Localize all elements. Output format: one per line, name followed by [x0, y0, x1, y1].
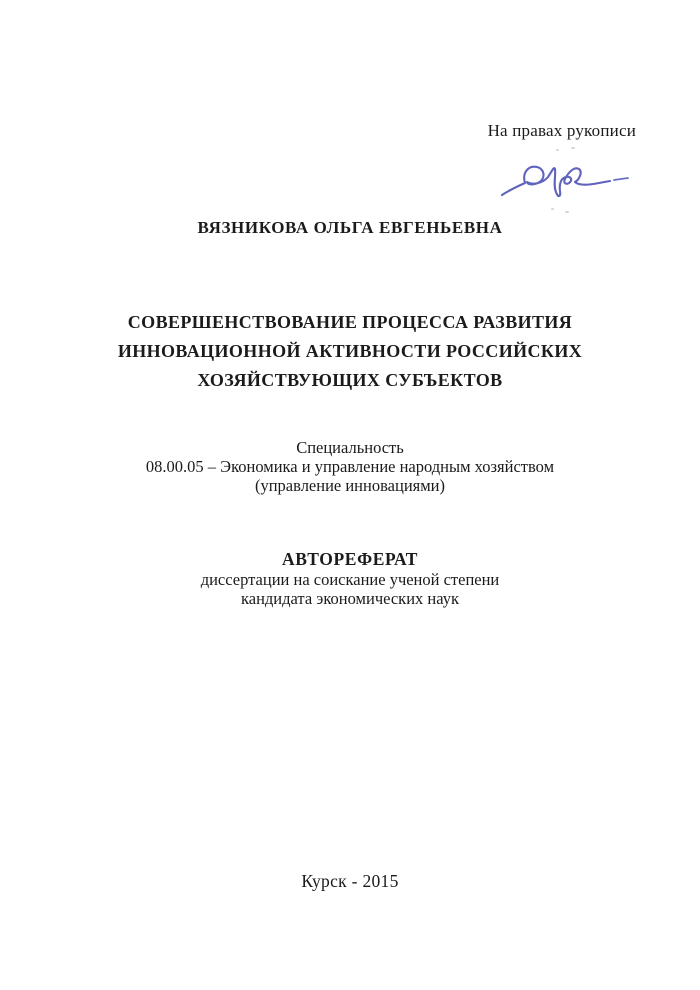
specialty-clarification: (управление инновациями) [254, 476, 446, 495]
title-line-2: ИННОВАЦИОННОЙ АКТИВНОСТИ РОССИЙСКИХ [117, 341, 583, 361]
specialty-code: 08.00.05 – Экономика и управление народным хозяйством [145, 457, 555, 476]
abstract-subtitle-line-1: диссертации на соискание ученой степени [200, 570, 500, 589]
scan-speck [556, 149, 559, 151]
manuscript-rights-note: На правах рукописи [487, 121, 636, 140]
title-line-3: ХОЗЯЙСТВУЮЩИХ СУБЪЕКТОВ [197, 370, 503, 390]
signature-stroke-main [502, 167, 610, 196]
specialty-section [0, 438, 700, 495]
abstract-heading: АВТОРЕФЕРАТ [281, 549, 419, 569]
dissertation-title [0, 308, 700, 395]
specialty-heading: Специальность [296, 438, 404, 457]
abstract-subtitle-line-2: кандидата экономических наук [240, 589, 459, 608]
signature-stroke-dash [614, 178, 628, 180]
scan-speck [565, 211, 569, 213]
abstract-section [0, 549, 700, 608]
handwritten-signature-icon [498, 152, 634, 210]
scan-speck [551, 208, 554, 210]
handwritten-signature [498, 152, 634, 210]
city-year: Курск - 2015 [301, 871, 399, 891]
author-name: ВЯЗНИКОВА ОЛЬГА ЕВГЕНЬЕВНА [197, 218, 503, 237]
title-line-1: СОВЕРШЕНСТВОВАНИЕ ПРОЦЕССА РАЗВИТИЯ [127, 312, 573, 332]
scan-speck [571, 147, 575, 149]
